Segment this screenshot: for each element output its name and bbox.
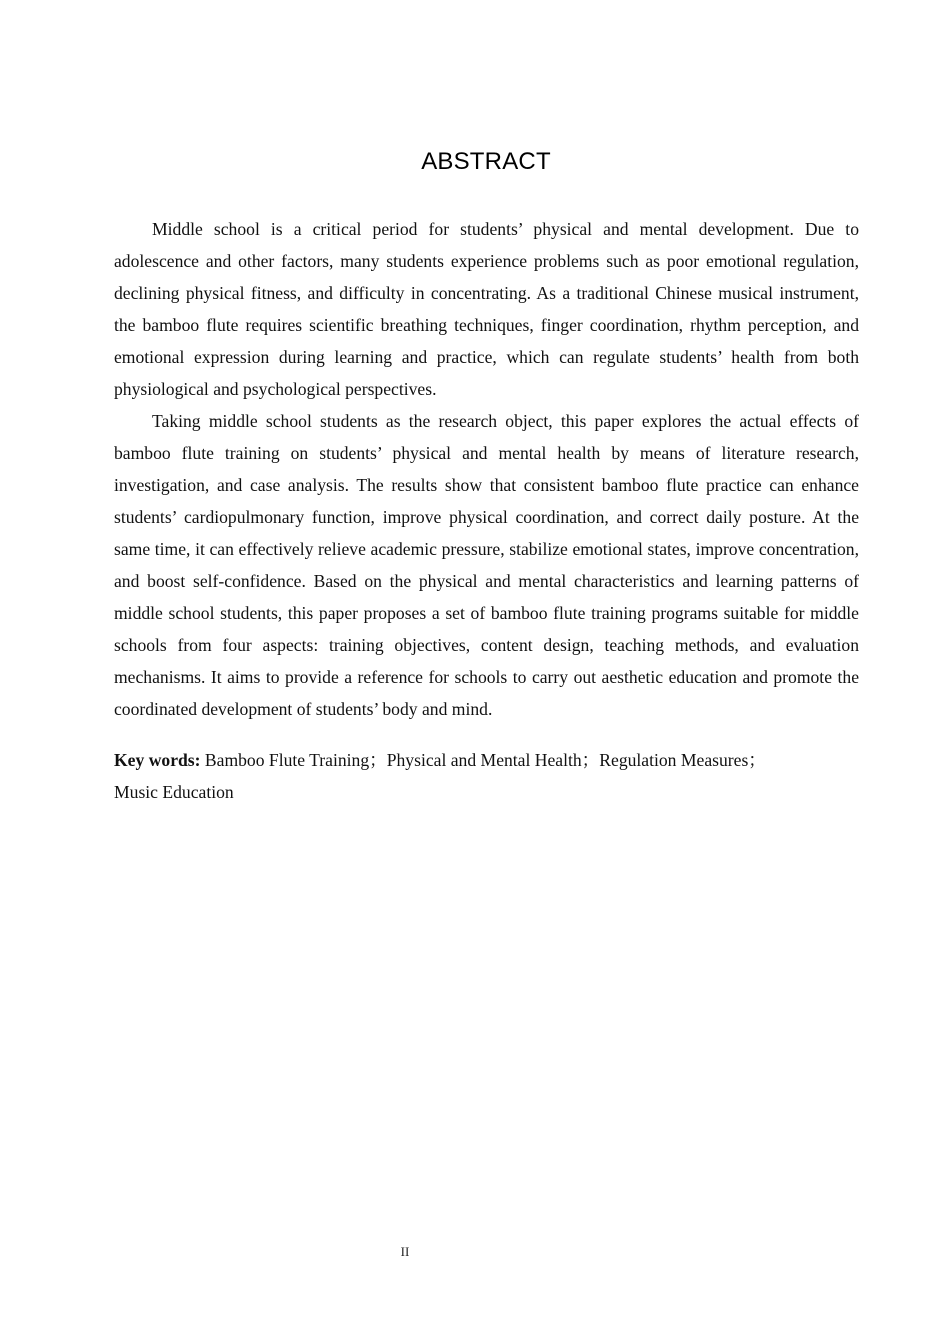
keywords-list-line-2: Music Education [114,782,234,802]
abstract-paragraph-2: Taking middle school students as the research object, this paper explores the actual effects of bamboo flute training on students’ physical and mental health by means of literature research, investigation, and case analysis. The results show that consistent bamboo flute practice can enhance students’ cardiopulmonary function, improve physical coordination, and correct daily posture. At the same time, it can effectively relieve academic pressure, stabilize emotional states, improve concentration, and boost self-confidence. Based on the physical and mental characteristics and learning patterns of middle school students, this paper proposes a set of bamboo flute training programs suitable for middle schools from four aspects: training objectives, content design, teaching methods, and evaluation mechanisms. It aims to provide a reference for schools to carry out aesthetic education and promote the coordinated development of students’ body and mind. [114,411,859,719]
keywords-section [114,744,859,808]
keywords-list-line-1: Bamboo Flute Training；Physical and Mental Health；Regulation Measures； [204,750,766,770]
abstract-body [114,213,859,808]
abstract-paragraph-1: Middle school is a critical period for students’ physical and mental development. Due to adolescence and other factors, many students experience problems such as poor emotional regulation, declining physical fitness, and difficulty in concentrating. As a traditional Chinese musical instrument, the bamboo flute requires scientific breathing techniques, finger coordination, rhythm perception, and emotional expression during learning and practice, which can regulate students’ health from both physiological and psychological perspectives. [114,219,859,399]
page-number: II [400,1244,410,1259]
keywords-label: Key words: [114,750,201,770]
abstract-title: ABSTRACT [421,148,551,175]
